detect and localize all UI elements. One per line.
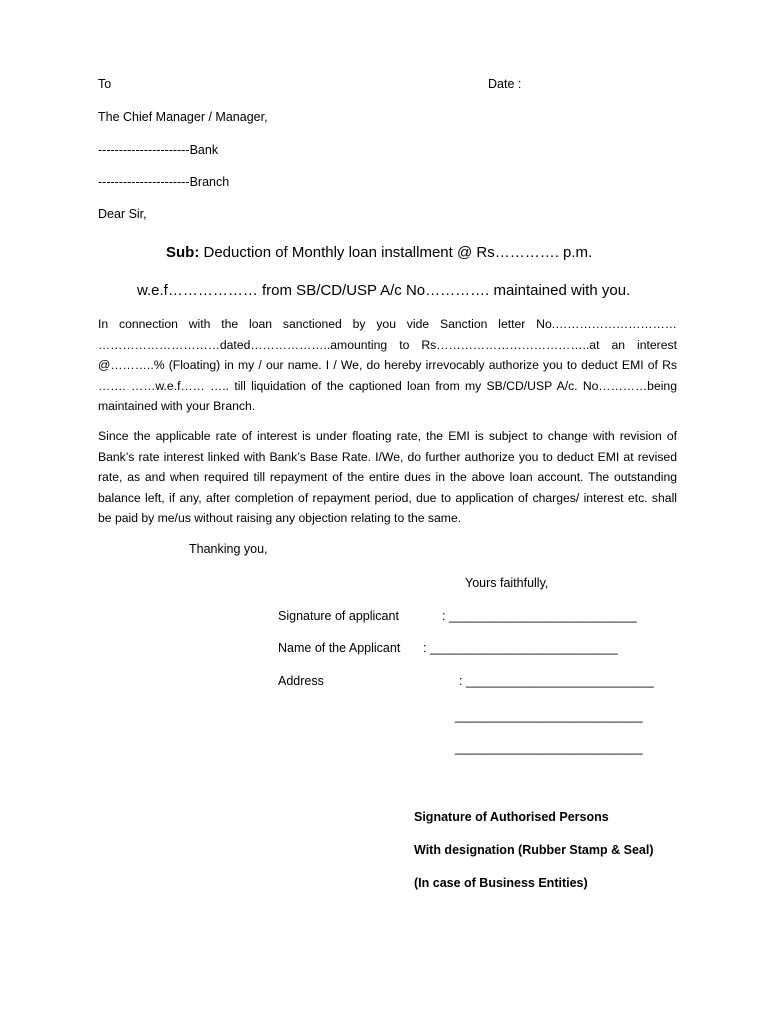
address-line-1: : ___________________________ bbox=[459, 674, 654, 688]
subject-line-1 bbox=[166, 245, 592, 260]
thanking-text: Thanking you, bbox=[189, 542, 268, 556]
signature-line: : ___________________________ bbox=[442, 609, 637, 623]
bank-line: ----------------------Bank bbox=[98, 143, 219, 157]
authorised-designation: With designation (Rubber Stamp & Seal) bbox=[414, 843, 654, 857]
signature-label: Signature of applicant bbox=[278, 609, 399, 623]
subject-label: Sub: bbox=[166, 244, 200, 261]
name-label: Name of the Applicant bbox=[278, 641, 401, 655]
salutation: Dear Sir, bbox=[98, 207, 147, 221]
address-label: Address bbox=[278, 674, 324, 688]
yours-faithfully: Yours faithfully, bbox=[465, 576, 549, 590]
address-line-3: ___________________________ bbox=[455, 741, 643, 755]
body-paragraph-1: In connection with the loan sanctioned by you vide Sanction letter No.………………………… …………………………dated………………..amounting to Rs………………………………..at an interest @………..% (Floating) in my / our name. I / We, do hereby irrevocably authorize you to deduct EMI of Rs ……. ……w.e.f…… ….. till liquidation of the captioned loan from my SB/CD/USP A/c. No…………being maintained with your Branch. bbox=[98, 317, 677, 413]
to-label: To bbox=[98, 77, 112, 91]
date-label: Date : bbox=[488, 77, 522, 91]
authorised-signature: Signature of Authorised Persons bbox=[414, 810, 609, 824]
name-line: : ___________________________ bbox=[423, 641, 618, 655]
subject-line-2: w.e.f……………… from SB/CD/USP A/c No…………. maintained with you. bbox=[137, 282, 631, 299]
addressee: The Chief Manager / Manager, bbox=[98, 110, 268, 124]
subject-text-1: Deduction of Monthly loan installment @ Rs…………. p.m. bbox=[203, 244, 593, 261]
body-paragraph-2: Since the applicable rate of interest is under floating rate, the EMI is subject to change with revision of Bank’s rate interest linked with Bank’s Base Rate. I/We, do further authorize you to deduct EMI at revised rate, as and when required till repayment of the entire dues in the above loan account. The outstanding balance left, if any, after completion of repayment period, due to application of charges/ interest etc. shall be paid by me/us without raising any objection relating to the same. bbox=[98, 429, 677, 525]
branch-line: ----------------------Branch bbox=[98, 175, 230, 189]
address-line-2: ___________________________ bbox=[455, 709, 643, 723]
business-entities-note: (In case of Business Entities) bbox=[414, 876, 588, 890]
